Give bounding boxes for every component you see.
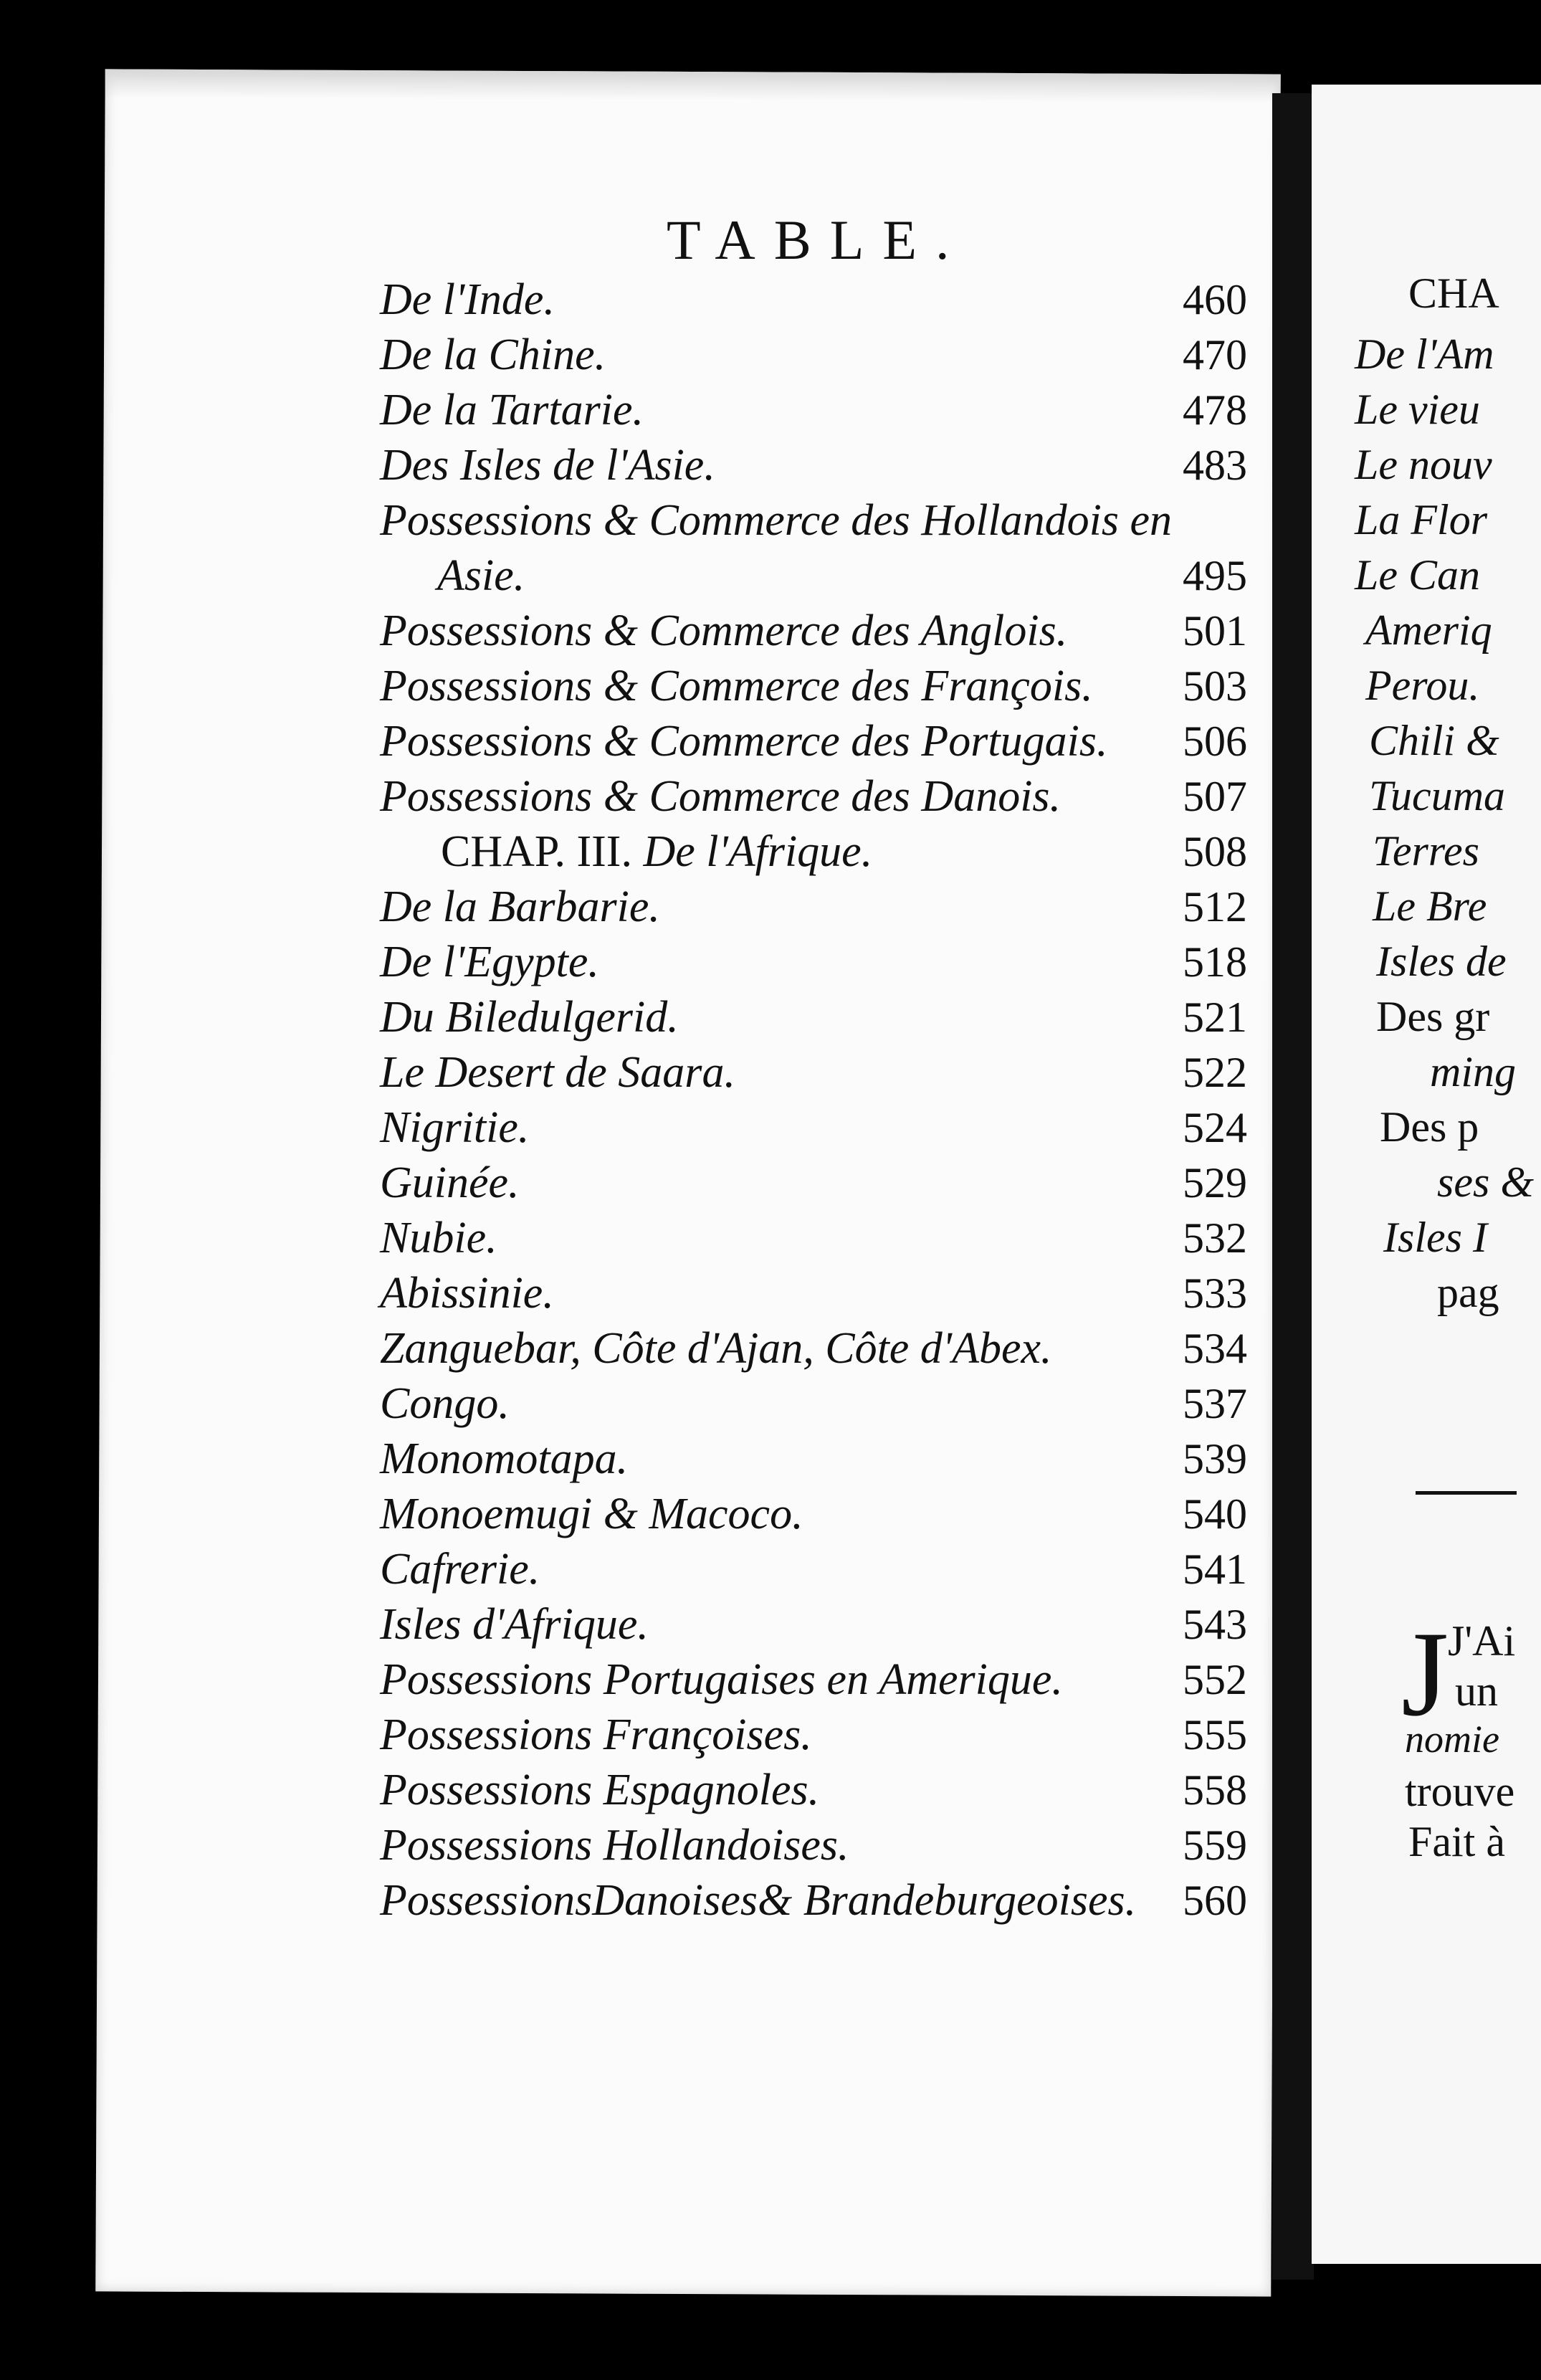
toc-entry — [380, 1156, 1247, 1211]
entry-title: Monoemugi & Macoco. — [380, 1490, 803, 1538]
entry-title: Nubie. — [380, 1214, 497, 1262]
toc-entry — [380, 1873, 1247, 1928]
facing-text-line: Fait à — [1408, 1818, 1505, 1865]
toc-entry — [380, 438, 1247, 493]
entry-title: Possessions Françoises. — [380, 1710, 812, 1759]
entry-title: De l'Egypte. — [380, 938, 599, 986]
facing-line: Perou. — [1365, 662, 1480, 709]
entry-title: Possessions & Commerce des Hollandois en — [380, 496, 1173, 545]
entry-page: 503 — [1183, 662, 1247, 710]
toc-entry — [380, 1708, 1247, 1763]
facing-text-line: trouve — [1405, 1768, 1515, 1815]
entry-page: 534 — [1183, 1325, 1247, 1372]
toc-entry — [380, 880, 1247, 935]
entry-page: 508 — [1183, 828, 1247, 875]
toc-entry — [380, 935, 1247, 990]
entry-title: Possessions Hollandoises. — [380, 1821, 849, 1870]
entry-title: Des Isles de l'Asie. — [380, 441, 715, 490]
toc-entry — [380, 493, 1247, 548]
entry-title: Congo. — [380, 1379, 510, 1428]
entry-page: 539 — [1183, 1435, 1247, 1482]
section-rule — [1416, 1491, 1517, 1495]
facing-line: ses & — [1437, 1158, 1534, 1206]
entry-page: 540 — [1183, 1490, 1247, 1538]
toc-entry — [380, 1045, 1247, 1100]
toc-entry — [380, 272, 1247, 328]
table-of-contents — [380, 272, 1247, 1928]
toc-entry — [380, 1376, 1247, 1432]
entry-page: 521 — [1183, 994, 1247, 1041]
entry-title: Guinée. — [380, 1158, 520, 1207]
entry-page: 558 — [1183, 1766, 1247, 1814]
entry-page: 529 — [1183, 1159, 1247, 1206]
facing-text-line: un — [1455, 1667, 1498, 1715]
entry-page: 460 — [1183, 276, 1247, 323]
entry-title: De la Tartarie. — [380, 386, 644, 434]
entry-page: 478 — [1183, 386, 1247, 434]
entry-title: Asie. — [437, 551, 525, 600]
entry-title: De l'Inde. — [380, 275, 555, 324]
toc-entry — [380, 1266, 1247, 1321]
toc-entry — [380, 1542, 1247, 1597]
facing-line: De l'Am — [1355, 330, 1494, 378]
entry-title: Cafrerie. — [380, 1545, 540, 1594]
entry-page: 537 — [1183, 1380, 1247, 1427]
entry-title: Zanguebar, Côte d'Ajan, Côte d'Abex. — [380, 1324, 1052, 1373]
entry-page: 522 — [1183, 1049, 1247, 1096]
entry-title: Isles d'Afrique. — [380, 1600, 649, 1649]
entry-page: 518 — [1183, 938, 1247, 986]
entry-title: Du Biledulgerid. — [380, 993, 679, 1042]
entry-title: PossessionsDanoises& Brandeburgeoises. — [380, 1876, 1137, 1925]
entry-page: 560 — [1183, 1877, 1247, 1924]
entry-page: 541 — [1183, 1546, 1247, 1593]
entry-title: Abissinie. — [380, 1269, 554, 1318]
toc-entry — [380, 1321, 1247, 1376]
toc-entry — [380, 769, 1247, 824]
entry-page: 506 — [1183, 718, 1247, 765]
toc-entry — [380, 1100, 1247, 1156]
entry-title: Possessions Portugaises en Amerique. — [380, 1655, 1063, 1704]
toc-entry — [380, 328, 1247, 383]
facing-text-line: nomie — [1405, 1718, 1499, 1761]
entry-title: Monomotapa. — [380, 1434, 629, 1483]
entry-page: 512 — [1183, 883, 1247, 930]
entry-page: 524 — [1183, 1104, 1247, 1151]
entry-title: Possessions & Commerce des Portugais. — [380, 717, 1108, 766]
entry-title: Le Desert de Saara. — [380, 1048, 735, 1097]
facing-line: La Flor — [1355, 496, 1488, 543]
toc-entry — [380, 1763, 1247, 1818]
toc-entry — [380, 1652, 1247, 1708]
entry-page: 495 — [1183, 552, 1247, 599]
entry-page: 507 — [1183, 773, 1247, 820]
chapter-title — [441, 824, 872, 880]
entry-page: 555 — [1183, 1711, 1247, 1758]
facing-line: Chili & — [1369, 717, 1499, 764]
facing-line: Le Can — [1355, 551, 1481, 599]
facing-line: Isles de — [1376, 938, 1507, 985]
entry-title: Possessions & Commerce des François. — [380, 662, 1093, 710]
facing-text-line: J'Ai — [1448, 1617, 1516, 1665]
toc-entry — [380, 1597, 1247, 1652]
toc-entry — [380, 1818, 1247, 1873]
page-edge-shadow — [105, 69, 1281, 103]
entry-page: 543 — [1183, 1601, 1247, 1648]
toc-entry — [380, 659, 1247, 714]
entry-title: De la Chine. — [380, 330, 606, 379]
entry-title: Possessions & Commerce des Danois. — [380, 772, 1061, 821]
toc-entry — [380, 990, 1247, 1045]
facing-line: Le vieu — [1355, 386, 1480, 433]
toc-entry — [380, 604, 1247, 659]
entry-page: 470 — [1183, 331, 1247, 379]
entry-page: 501 — [1183, 607, 1247, 654]
entry-page: 559 — [1183, 1822, 1247, 1869]
toc-entry — [380, 1487, 1247, 1542]
chapter-number: CHAP. III. — [441, 827, 632, 876]
entry-page: 483 — [1183, 442, 1247, 489]
facing-line: pag — [1437, 1269, 1499, 1316]
entry-title: Possessions Espagnoles. — [380, 1766, 820, 1814]
toc-chapter-heading — [380, 824, 1247, 880]
facing-line: Des p — [1380, 1103, 1479, 1151]
facing-line: Des gr — [1376, 993, 1490, 1040]
facing-line: Ameriq — [1365, 606, 1492, 654]
toc-entry — [380, 1432, 1247, 1487]
chapter-name: De l'Afrique. — [643, 827, 873, 876]
toc-entry — [380, 714, 1247, 769]
facing-chapter-heading: CHA — [1408, 270, 1499, 317]
facing-line: ming — [1430, 1048, 1516, 1095]
book-gutter — [1272, 93, 1314, 2280]
page-title: TABLE. — [667, 209, 968, 271]
toc-entry — [380, 1211, 1247, 1266]
facing-line: Tucuma — [1369, 772, 1506, 819]
facing-line: Le Bre — [1373, 882, 1487, 930]
toc-entry — [380, 548, 1247, 604]
entry-title: Nigritie. — [380, 1103, 530, 1152]
facing-line: Isles I — [1383, 1214, 1487, 1261]
entry-page: 532 — [1183, 1214, 1247, 1262]
drop-cap: J — [1401, 1606, 1449, 1741]
toc-entry — [380, 383, 1247, 438]
facing-line: Terres — [1373, 827, 1479, 875]
entry-title: Possessions & Commerce des Anglois. — [380, 606, 1068, 655]
facing-line: Le nouv — [1355, 441, 1492, 488]
entry-page: 552 — [1183, 1656, 1247, 1703]
entry-page: 533 — [1183, 1270, 1247, 1317]
entry-title: De la Barbarie. — [380, 882, 660, 931]
